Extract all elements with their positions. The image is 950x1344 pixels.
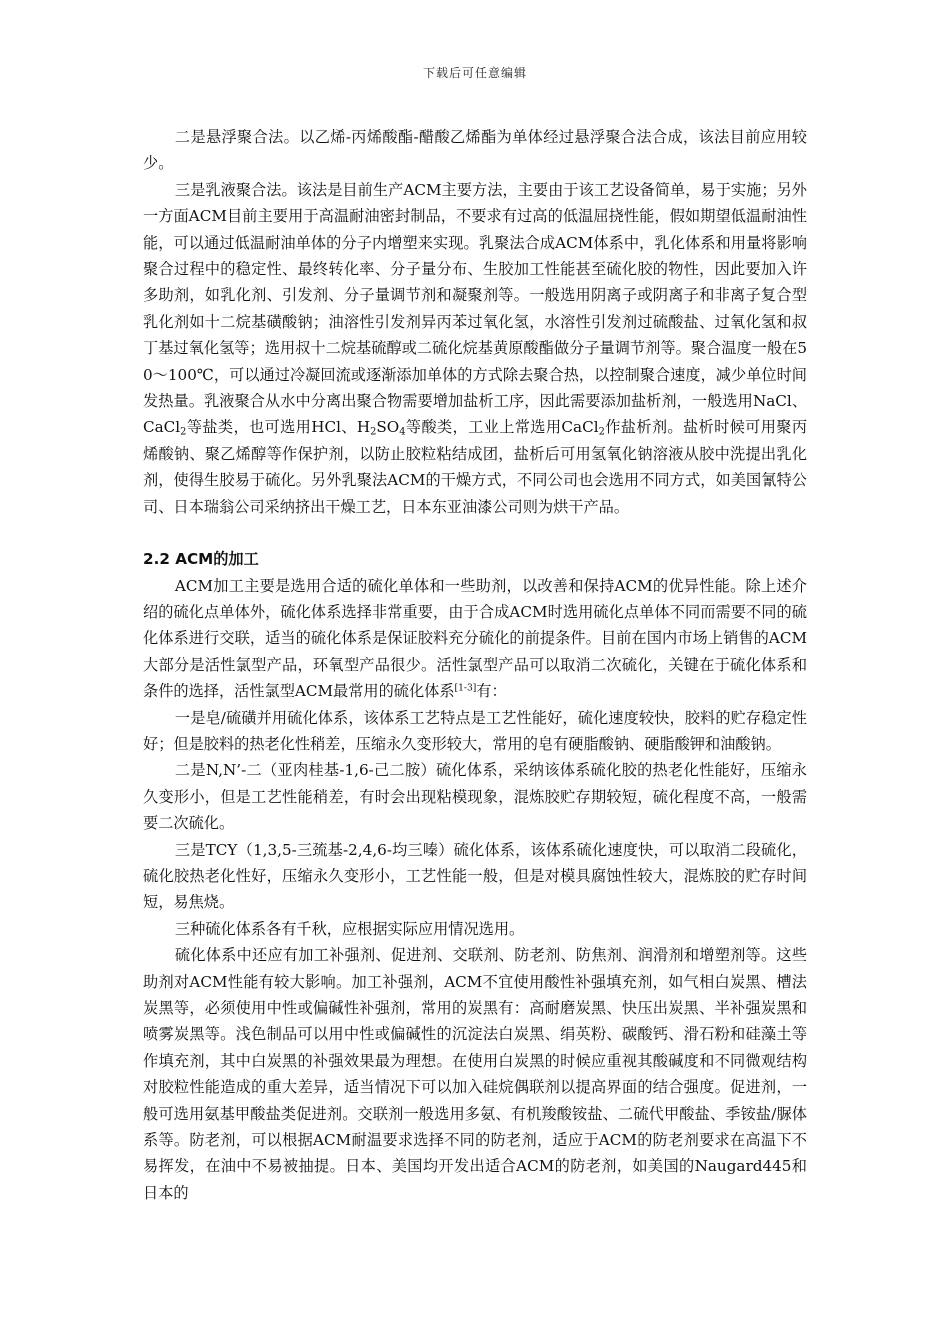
section-heading: 2.2 ACM的加工 [143, 550, 259, 569]
salt-text-so: SO [376, 418, 400, 437]
subscript: 2 [370, 426, 377, 438]
subscript: 4 [399, 426, 406, 438]
document-body [143, 124, 807, 1206]
section-spacer [143, 520, 807, 546]
salt-text-mid: 等盐类，也可选用HCl、H [186, 418, 371, 437]
salt-text-mid2: 等酸类，工业上常选用CaCl [405, 418, 599, 437]
paragraph-additives: 硫化体系中还应有加工补强剂、促进剂、交联剂、防老剂、防焦剂、润滑剂和增塑剂等。这些助剂对ACM性能有较大影响。加工补强剂，ACM不宜使用酸性补强填充剂，如气相白炭黑、槽法炭黑等，必须使用中性或偏碱性补强剂，常用的炭黑有：高耐磨炭黑、快压出炭黑、半补强炭黑和喷雾炭黑等。浅色制品可以用中性或偏碱性的沉淀法白炭黑、绢英粉、碳酸钙、滑石粉和硅藻土等作填充剂，其中白炭黑的补强效果最为理想。在使用白炭黑的时候应重视其酸碱度和不同微观结构对胶粒性能造成的重大差异，适当情况下可以加入硅烷偶联剂以提高界面的结合强度。促进剂，一般可选用氨基甲酸盐类促进剂。交联剂一般选用多氨、有机羧酸铵盐、二硫代甲酸盐、季铵盐/脲体系等。防老剂，可以根据ACM耐温要求选择不同的防老剂，适应于ACM的防老剂要求在高温下不易挥发，在油中不易被抽提。日本、美国均开发出适合ACM的防老剂，如美国的Naugard445和日本的 [143, 946, 807, 1202]
paragraph-soap-sulfur-system: 一是皂/硫磺并用硫化体系，该体系工艺特点是工艺性能好，硫化速度较快，胶料的贮存稳定性好；但是胶料的热老化性稍差，压缩永久变形较大，常用的皂有硬脂酸钠、硬脂酸钾和油酸钠。 [143, 708, 807, 753]
emulsion-text-b: 作盐析剂。盐析时候可用聚丙烯酸钠、聚乙烯醇等作保护剂，以防止胶粒粘结成团，盐析后可用氢氧化钠溶液从胶中洗提出乳化剂，使得生胶易于硫化。另外乳聚法ACM的干燥方式，不同公司也会选用不同方式，如美国氰特公司、日本瑞翁公司采纳挤出干燥工艺，日本东亚油漆公司则为烘干产品。 [143, 418, 808, 516]
citation-reference: [1-3] [454, 683, 477, 694]
intro-text-b: 有： [476, 682, 507, 701]
paragraph-tcy-system: 三是TCY（1,3,5-三巯基-2,4,6-均三嗪）硫化体系，该体系硫化速度快，可以取消二段硫化，硫化胶热老化性好，压缩永久变形小，工艺性能一般，但是对模具腐蚀性较大，混炼胶的贮存时间短，易焦烧。 [143, 840, 807, 912]
paragraph-amine-system: 二是N,N’-二（亚肉桂基-1,6-己二胺）硫化体系，采纳该体系硫化胶的热老化性能好，压缩永久变形小，但是工艺性能稍差，有时会出现粘模现象，混炼胶贮存期较短，硫化程度不高，一般需要二次硫化。 [143, 761, 807, 833]
paragraph-choose-system: 三种硫化体系各有千秋，应根据实际应用情况选用。 [174, 919, 525, 938]
page-header: 下载后可任意编辑 [422, 66, 527, 80]
salt-text-nacl: NaCl、CaCl [143, 392, 808, 437]
subscript: 2 [180, 426, 187, 438]
paragraph-emulsion-polymerization [143, 177, 807, 520]
paragraph-processing-intro [143, 573, 807, 705]
emulsion-text-a: 三是乳液聚合法。该法是目前生产ACM主要方法，主要由于该工艺设备简单，易于实施；另外一方面ACM目前主要用于高温耐油密封制品，不要求有过高的低温屈挠性能，假如期望低温耐油性能，可以通过低温耐油单体的分子内增塑来实现。乳聚法合成ACM体系中，乳化体系和用量将影响聚合过程中的稳定性、最终转化率、分子量分布、生胶加工性能甚至硫化胶的物性，因此要加入许多助剂，如乳化剂、引发剂、分子量调节剂和凝聚剂等。一般选用阴离子或阴离子和非离子复合型乳化剂如十二烷基磺酸钠；油溶性引发剂异丙苯过氧化氢，水溶性引发剂过硫酸盐、过氧化氢和叔丁基过氧化氢等；选用叔十二烷基硫醇或二硫化烷基黄原酸酯做分子量调节剂等。聚合温度一般在50～100℃，可以通过冷凝回流或逐渐添加单体的方式除去聚合热，以控制聚合速度，减少单位时间发热量。乳液聚合从水中分离出聚合物需要增加盐析工序，因此需要添加盐析剂，一般选用 [143, 180, 807, 411]
paragraph-suspension-polymerization: 二是悬浮聚合法。以乙烯-丙烯酸酯-醋酸乙烯酯为单体经过悬浮聚合法合成，该法目前应用较少。 [143, 128, 807, 173]
subscript: 2 [598, 426, 605, 438]
intro-text-a: ACM加工主要是选用合适的硫化单体和一些助剂，以改善和保持ACM的优异性能。除上述介绍的硫化点单体外，硫化体系选择非常重要，由于合成ACM时选用硫化点单体不同而需要不同的硫化体系进行交联，适当的硫化体系是保证胶料充分硫化的前提条件。目前在国内市场上销售的ACM大部分是活性氯型产品，环氧型产品很少。活性氯型产品可以取消二次硫化，关键在于硫化体系和条件的选择，活性氯型ACM最常用的硫化体系 [143, 576, 807, 701]
